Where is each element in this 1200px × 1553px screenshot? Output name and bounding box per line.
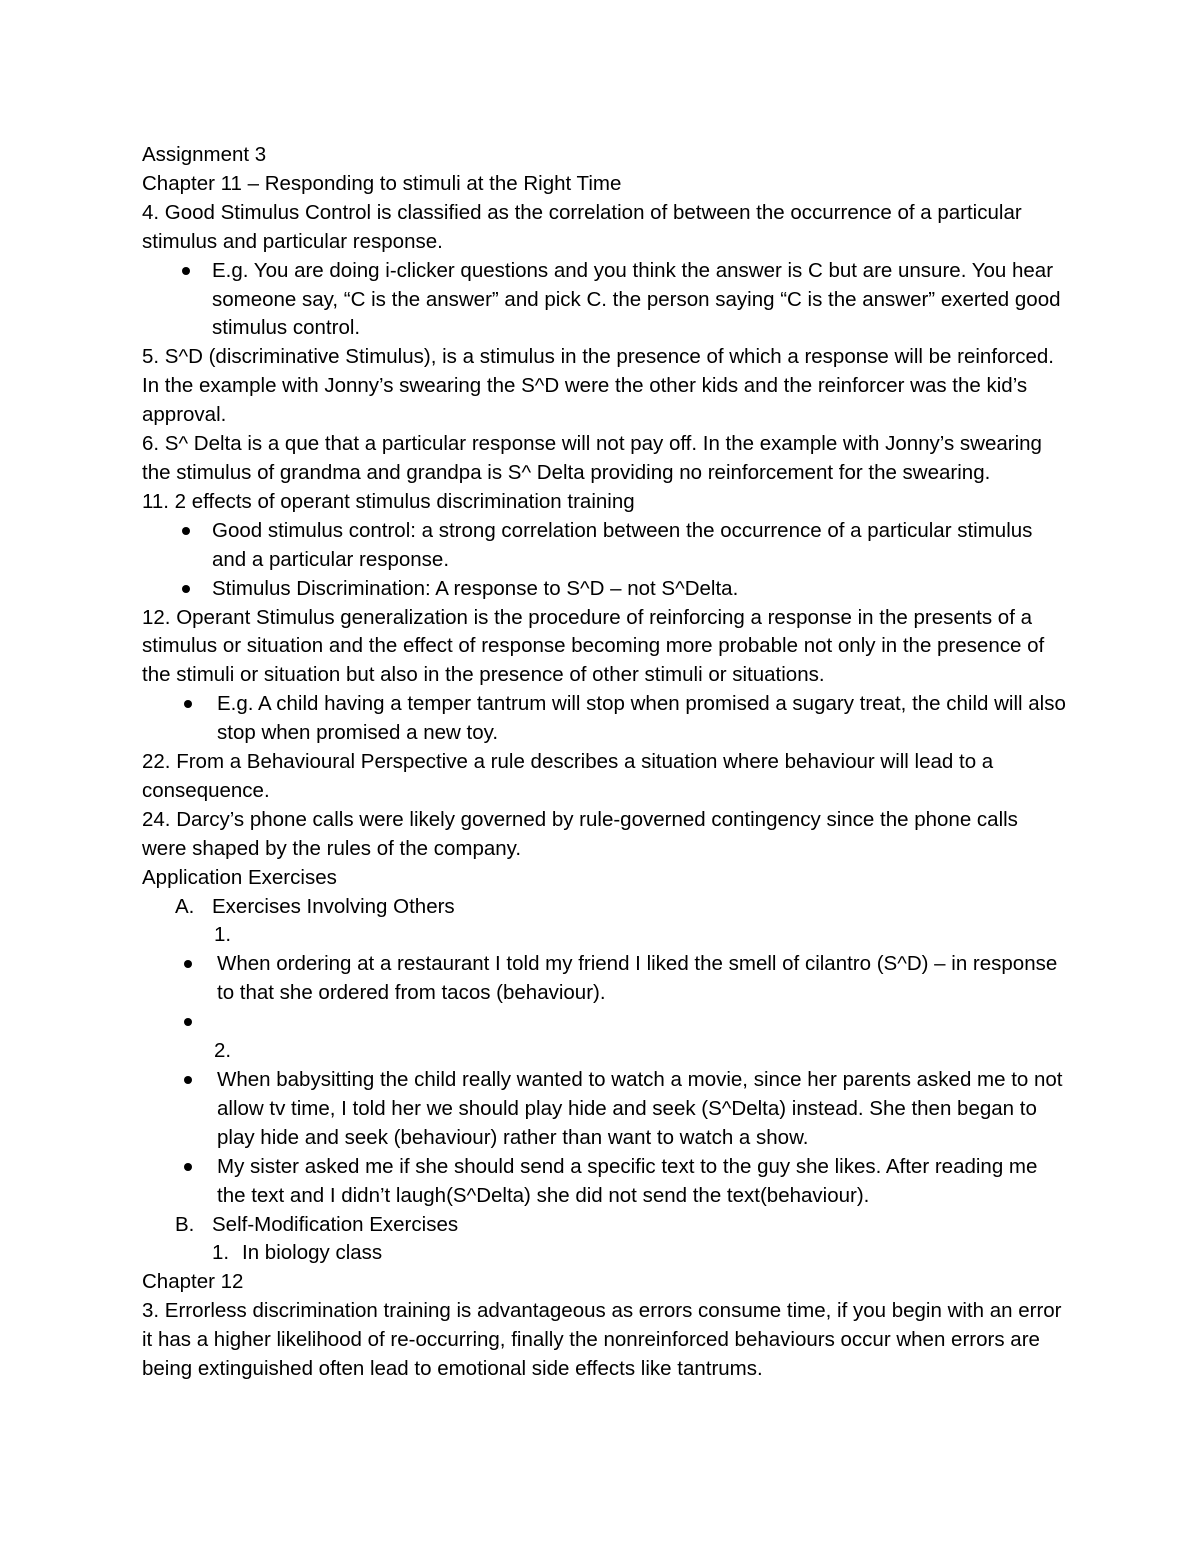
bullet-text: E.g. A child having a temper tantrum will stop when promised a sugary treat, the child will also stop when promised a new toy. [217, 692, 1066, 745]
bullet-text: When babysitting the child really wanted to watch a movie, since her parents asked me to not allow tv time, I told her we should play hide and seek (S^Delta) instead. She then began to play hide and seek (behaviour) rather than want to watch a show. [217, 1067, 1063, 1149]
bullet-text: E.g. You are doing i-clicker questions and you think the answer is C but are unsure. You hear someone say, “C is the answer” and pick C. the person saying “C is the answer” exerted good stimulus control. [212, 258, 1061, 340]
chapter-12-heading: Chapter 12 [142, 1270, 244, 1294]
document-title: Assignment 3 [142, 143, 267, 166]
bullet-icon [184, 1163, 192, 1171]
section-a [142, 893, 1067, 922]
question-6: 6. S^ Delta is a que that a particular response will not pay off. In the example with Jonny’s swearing the stimulus of grandma and grandpa is S^ Delta providing no reinforcement for the swearing. [142, 432, 1042, 484]
bullet-icon [184, 1076, 192, 1084]
section-a-label: Exercises Involving Others [212, 894, 455, 918]
chapter-12-question-3: 3. Errorless discrimination training is advantageous as errors consume time, if you begin with an error it has a higher likelihood of re-occurring, finally the nonreinforced behaviours occur when errors are being extinguished often lead to emotional side effects like tantrums. [142, 1299, 1062, 1381]
bullet-text: My sister asked me if she should send a specific text to the guy she likes. After reading me the text and I didn’t laugh(S^Delta) she did not send the text(behaviour). [217, 1154, 1038, 1207]
question-22: 22. From a Behavioural Perspective a rule describes a situation where behaviour will lead to a consequence. [142, 750, 994, 802]
bullet-icon [184, 700, 192, 708]
section-a-empty-bullet [142, 1008, 1067, 1037]
section-b-item-1-marker: 1. [212, 1241, 230, 1265]
bullet-icon [182, 585, 190, 593]
bullet-icon [184, 960, 192, 968]
question-5: 5. S^D (discriminative Stimulus), is a stimulus in the presence of which a response will be reinforced. In the example with Jonny’s swearing the S^D were the other kids and the reinforcer was the kid’s approval. [142, 345, 1054, 427]
section-b-item-1 [142, 1239, 1067, 1268]
bullet-text: When ordering at a restaurant I told my friend I liked the smell of cilantro (S^D) – in response to that she ordered from tacos (behaviour). [217, 952, 1058, 1005]
bullet-icon [184, 1018, 192, 1026]
question-11: 11. 2 effects of operant stimulus discrimination training [142, 489, 635, 513]
question-4-example [142, 257, 1067, 344]
question-24: 24. Darcy’s phone calls were likely governed by rule-governed contingency since the phone calls were shaped by the rules of the company. [142, 807, 1018, 860]
section-b-marker: B. [175, 1212, 195, 1236]
section-a-item-2-number: 2. [214, 1039, 232, 1063]
section-a-item-1-bullet [142, 950, 1067, 1008]
bullet-icon [182, 527, 190, 535]
question-11-bullet [142, 575, 1067, 604]
section-b-label: Self-Modification Exercises [212, 1212, 459, 1236]
question-12-example [142, 690, 1067, 748]
section-b-item-1-text: In biology class [242, 1241, 383, 1265]
section-a-item-1-number: 1. [214, 923, 232, 947]
bullet-icon [182, 267, 190, 275]
bullet-text: Good stimulus control: a strong correlation between the occurrence of a particular stimulus and a particular response. [212, 518, 1033, 571]
chapter-11-heading: Chapter 11 – Responding to stimuli at the Right Time [142, 171, 622, 195]
section-a-item-2-bullet [142, 1153, 1067, 1211]
section-b [142, 1211, 1067, 1240]
question-12: 12. Operant Stimulus generalization is the procedure of reinforcing a response in the presents of a stimulus or situation and the effect of response becoming more probable not only in the presence of the stimuli or situation but also in the presence of other stimuli or situations. [142, 605, 1045, 687]
application-exercises-heading: Application Exercises [142, 865, 337, 889]
document-page [142, 141, 1067, 1384]
section-a-marker: A. [175, 894, 195, 918]
section-a-item-2-bullet [142, 1066, 1067, 1153]
question-4: 4. Good Stimulus Control is classified as the correlation of between the occurrence of a particular stimulus and particular response. [142, 200, 1022, 253]
question-11-bullet [142, 517, 1067, 575]
bullet-text: Stimulus Discrimination: A response to S^D – not S^Delta. [212, 576, 739, 600]
